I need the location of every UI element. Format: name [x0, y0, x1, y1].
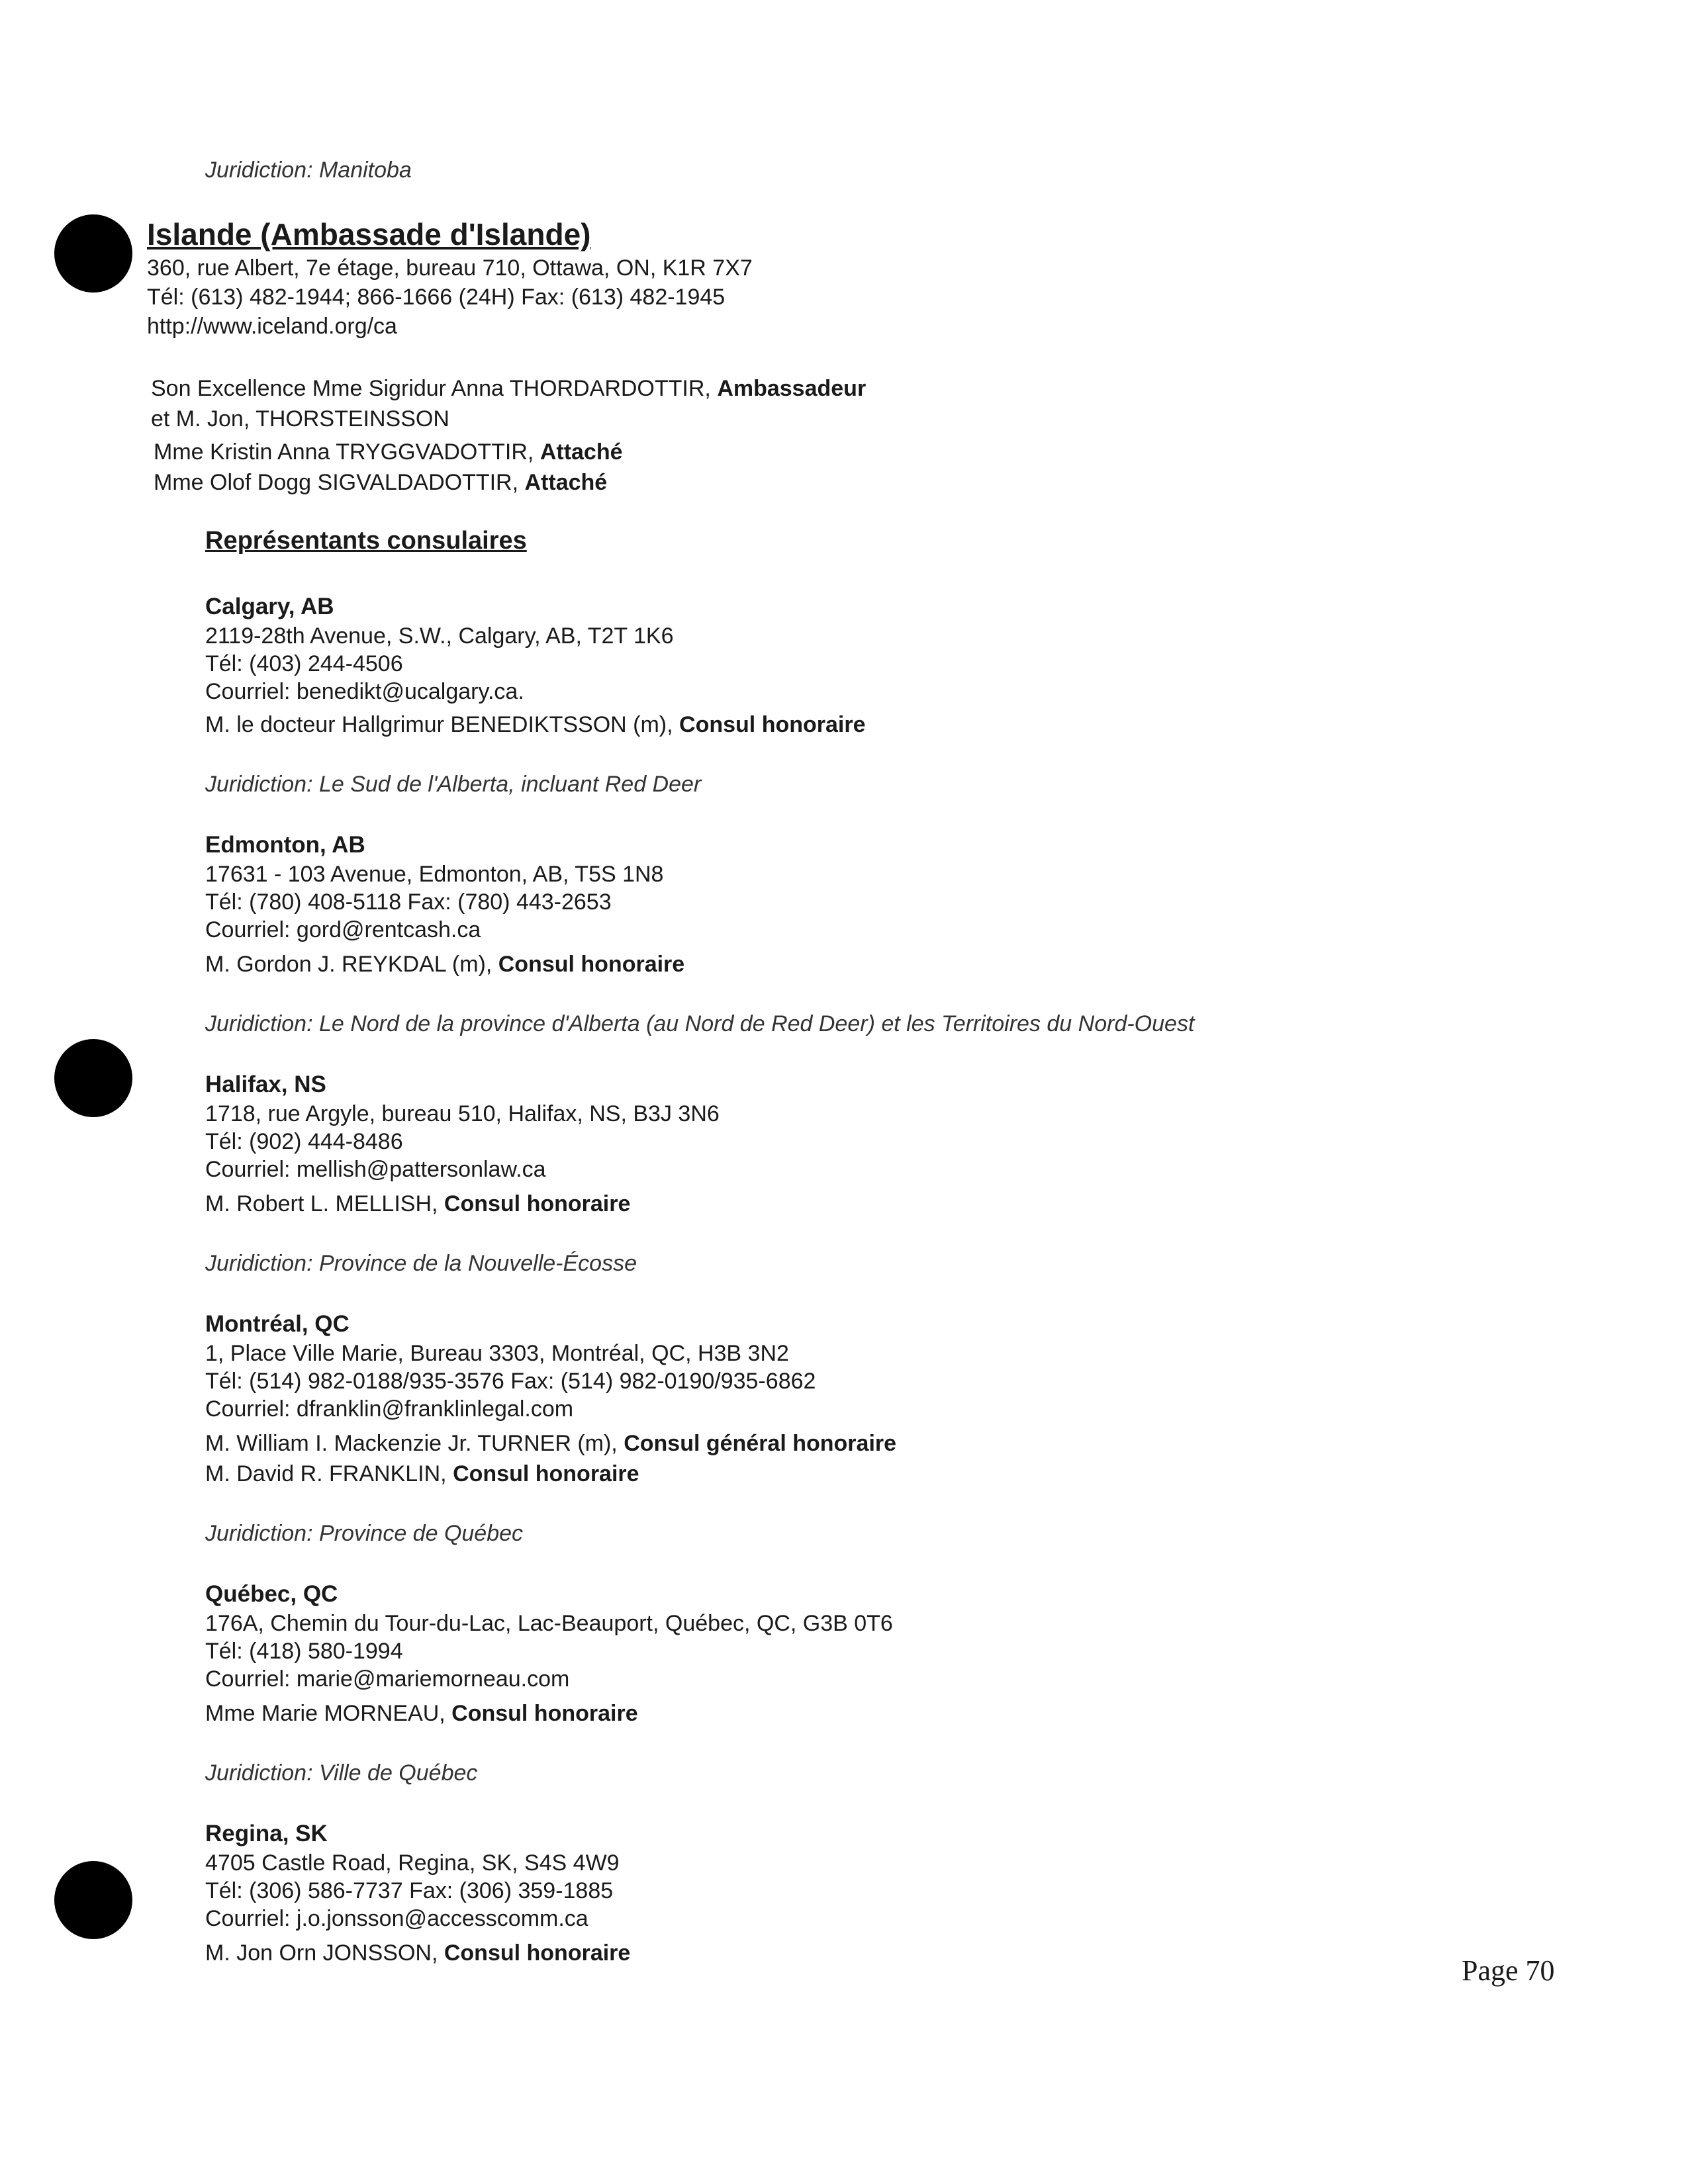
person-role: Consul général honoraire	[624, 1431, 897, 1456]
consulate-person	[205, 711, 866, 739]
embassy-phone: Tél: (613) 482-1944; 866-1666 (24H) Fax: (613) 482-1945	[147, 285, 726, 310]
consulate-jurisdiction: Juridiction: Province de la Nouvelle-Écosse	[205, 1251, 637, 1276]
consulate-city: Québec, QC	[205, 1581, 338, 1607]
punch-hole-middle	[54, 1039, 132, 1117]
person-role: Consul honoraire	[444, 1191, 631, 1216]
consulate-person	[205, 1430, 896, 1457]
consulate-phone: Tél: (514) 982-0188/935-3576 Fax: (514) 982-0190/935-6862	[205, 1369, 816, 1394]
consulate-phone: Tél: (403) 244-4506	[205, 651, 403, 676]
consulate-jurisdiction: Juridiction: Ville de Québec	[205, 1760, 478, 1786]
staff-attache-2	[154, 469, 607, 496]
embassy-title: Islande (Ambassade d'Islande)	[147, 217, 591, 251]
consulate-city: Regina, SK	[205, 1821, 328, 1846]
person-role: Consul honoraire	[679, 712, 866, 737]
consulate-address: 1718, rue Argyle, bureau 510, Halifax, NS, B3J 3N6	[205, 1101, 720, 1126]
consulate-email[interactable]: Courriel: mellish@pattersonlaw.ca	[205, 1157, 546, 1182]
consulate-city: Edmonton, AB	[205, 832, 365, 858]
consulate-phone: Tél: (780) 408-5118 Fax: (780) 443-2653	[205, 889, 612, 915]
consulate-person	[205, 1939, 630, 1967]
consulate-address: 4705 Castle Road, Regina, SK, S4S 4W9	[205, 1850, 620, 1876]
staff-attache-1	[154, 438, 623, 466]
consulate-jurisdiction: Juridiction: Le Nord de la province d'Alberta (au Nord de Red Deer) et les Territoires du Nord-Ouest	[205, 1011, 1195, 1036]
consulate-email[interactable]: Courriel: marie@mariemorneau.com	[205, 1666, 570, 1692]
consulate-email[interactable]: Courriel: j.o.jonsson@accesscomm.ca	[205, 1906, 588, 1931]
consulate-address: 2119-28th Avenue, S.W., Calgary, AB, T2T 1K6	[205, 623, 674, 649]
staff-role: Attaché	[524, 470, 608, 495]
staff-ambassador	[151, 375, 866, 402]
person-name: M. Jon Orn JONSSON,	[205, 1940, 444, 1966]
consulate-phone: Tél: (306) 586-7737 Fax: (306) 359-1885	[205, 1878, 614, 1903]
consulate-jurisdiction: Juridiction: Province de Québec	[205, 1521, 524, 1546]
consulate-address: 176A, Chemin du Tour-du-Lac, Lac-Beauport, Québec, QC, G3B 0T6	[205, 1611, 893, 1636]
staff-role: Attaché	[539, 439, 623, 465]
consulate-person	[205, 1460, 639, 1488]
staff-name: Mme Olof Dogg SIGVALDADOTTIR,	[154, 470, 525, 495]
consulate-email[interactable]: Courriel: dfranklin@franklinlegal.com	[205, 1396, 574, 1422]
consulate-email[interactable]: Courriel: gord@rentcash.ca	[205, 917, 481, 942]
staff-role: Ambassadeur	[717, 376, 867, 401]
jurisdiction-manitoba: Juridiction: Manitoba	[205, 158, 412, 183]
person-name: Mme Marie MORNEAU,	[205, 1701, 452, 1726]
consulate-person	[205, 950, 684, 978]
consulate-phone: Tél: (902) 444-8486	[205, 1129, 403, 1154]
embassy-address: 360, rue Albert, 7e étage, bureau 710, Ottawa, ON, K1R 7X7	[147, 255, 753, 281]
person-name: M. William I. Mackenzie Jr. TURNER (m),	[205, 1431, 624, 1456]
person-role: Consul honoraire	[498, 952, 685, 977]
consulate-jurisdiction: Juridiction: Le Sud de l'Alberta, incluant Red Deer	[205, 772, 702, 797]
person-name: M. Gordon J. REYKDAL (m),	[205, 952, 498, 977]
consulate-email[interactable]: Courriel: benedikt@ucalgary.ca.	[205, 679, 524, 704]
person-role: Consul honoraire	[444, 1940, 631, 1966]
consulate-phone: Tél: (418) 580-1994	[205, 1639, 403, 1664]
punch-hole-top	[54, 214, 132, 293]
consulate-city: Halifax, NS	[205, 1071, 326, 1097]
person-name: M. David R. FRANKLIN,	[205, 1461, 453, 1486]
staff-name: Mme Kristin Anna TRYGGVADOTTIR,	[154, 439, 540, 465]
consulate-person	[205, 1190, 630, 1218]
staff-name: et M. Jon, THORSTEINSSON	[151, 406, 449, 432]
consulate-city: Calgary, AB	[205, 594, 334, 619]
staff-spouse	[151, 405, 449, 433]
person-role: Consul honoraire	[451, 1701, 638, 1726]
person-name: M. Robert L. MELLISH,	[205, 1191, 444, 1216]
staff-name: Son Excellence Mme Sigridur Anna THORDARDOTTIR,	[151, 376, 718, 401]
consulate-person	[205, 1700, 638, 1727]
punch-hole-bottom	[54, 1861, 132, 1939]
page-number: Page 70	[1462, 1954, 1555, 1987]
person-name: M. le docteur Hallgrimur BENEDIKTSSON (m),	[205, 712, 680, 737]
embassy-website[interactable]: http://www.iceland.org/ca	[147, 314, 397, 339]
person-role: Consul honoraire	[453, 1461, 639, 1486]
consular-heading: Représentants consulaires	[205, 527, 527, 555]
consulate-address: 17631 - 103 Avenue, Edmonton, AB, T5S 1N8	[205, 862, 664, 887]
consulate-address: 1, Place Ville Marie, Bureau 3303, Montréal, QC, H3B 3N2	[205, 1341, 789, 1366]
consulate-city: Montréal, QC	[205, 1311, 350, 1337]
